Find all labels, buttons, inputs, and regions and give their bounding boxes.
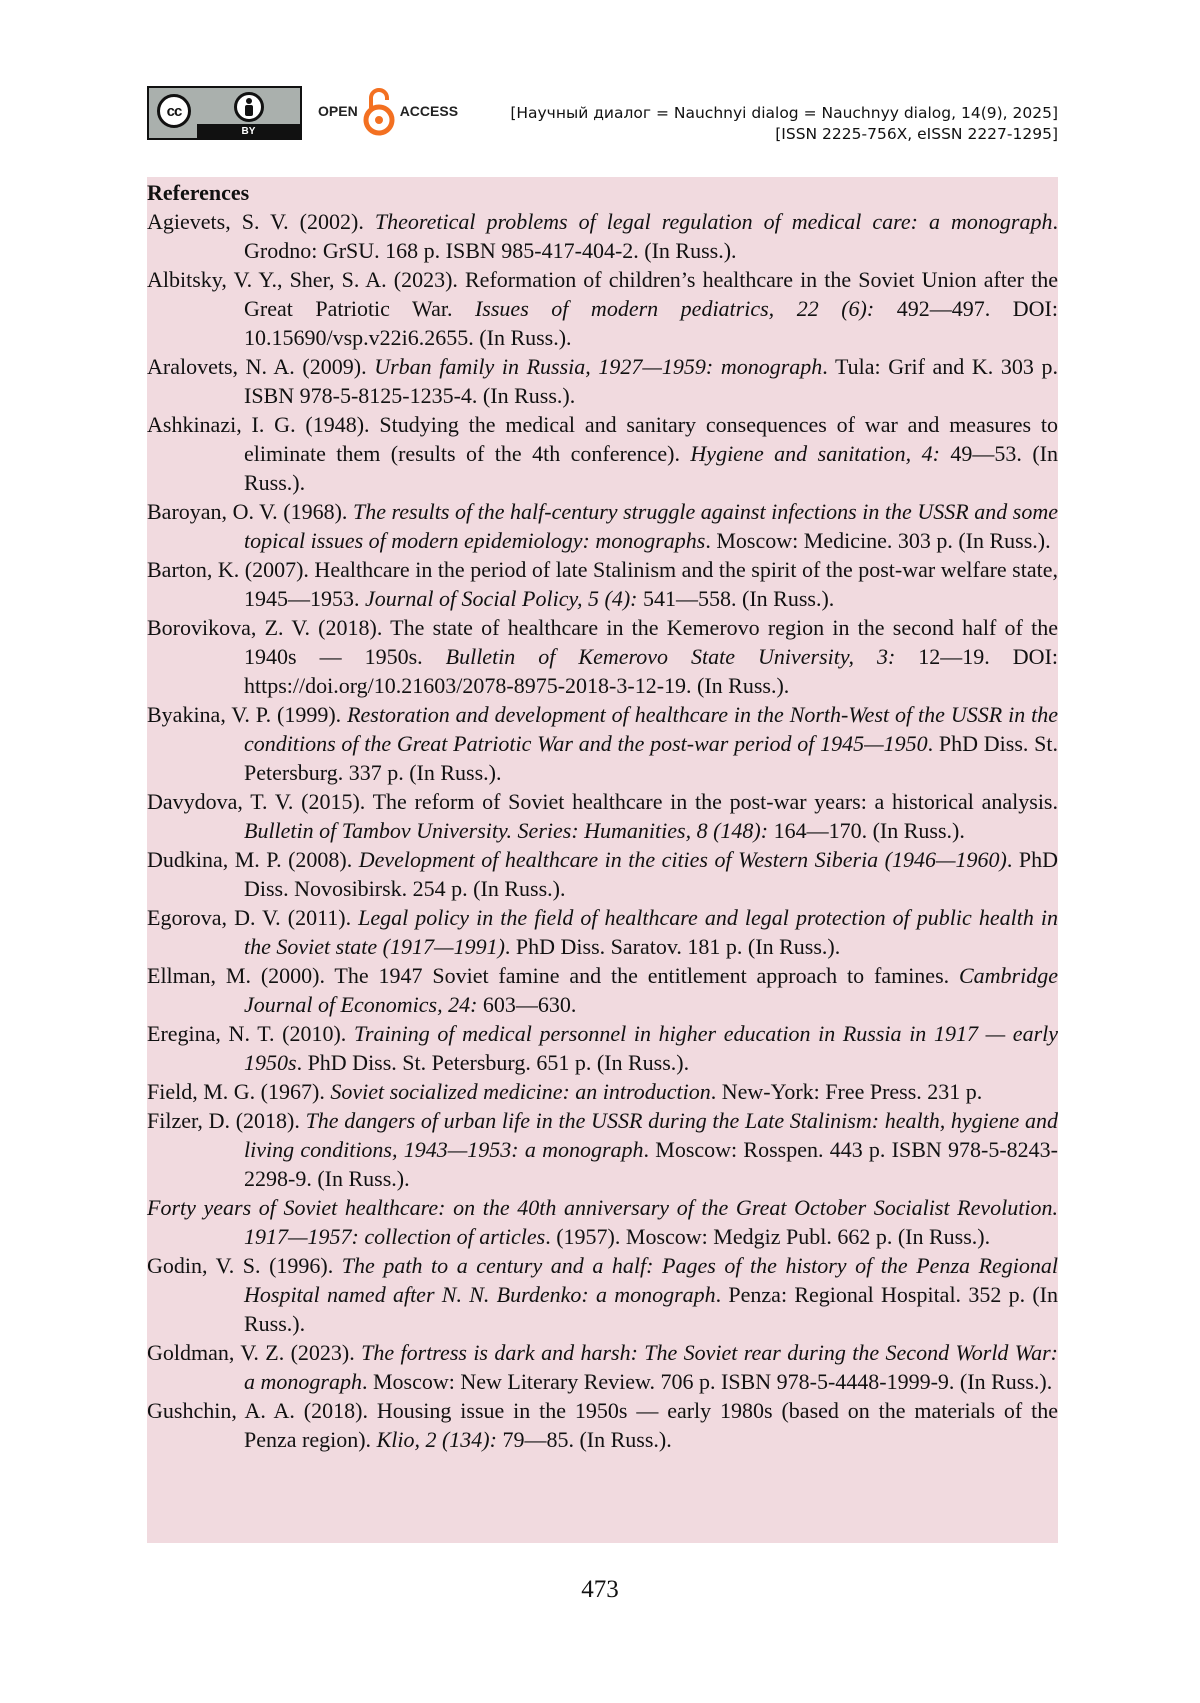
- creative-commons-icon: cc: [157, 94, 191, 128]
- reference-authors: Goldman, V. Z. (2023).: [147, 1340, 362, 1365]
- reference-entry: [147, 497, 1058, 555]
- reference-title: Restoration and development of healthcare in the North-West of the USSR in the conditions of the Great Patriotic War and the post-war period of 1945—1950: [244, 702, 1058, 756]
- reference-entry: [147, 352, 1058, 410]
- reference-entry: [147, 265, 1058, 352]
- reference-details: . Tula: Grif and K. 303 p. ISBN 978-5-8125-1235-4. (In Russ.).: [244, 354, 1059, 408]
- reference-authors: Field, M. G. (1967).: [147, 1079, 331, 1104]
- reference-title: The dangers of urban life in the USSR during the Late Stalinism: health, hygiene and living conditions, 1943—1953: a monograph: [244, 1108, 1059, 1162]
- reference-authors: Ashkinazi, I. G. (1948). Studying the medical and sanitary consequences of war and measures to eliminate them (results of the 4th conference).: [147, 412, 1058, 466]
- journal-header: [510, 103, 1058, 145]
- attribution-person-icon: [234, 92, 264, 122]
- reference-entry: [147, 1019, 1058, 1077]
- reference-title: The path to a century and a half: Pages of the history of the Penza Regional Hospital named after N. N. Burdenko: a monograph: [244, 1253, 1059, 1307]
- reference-details: . Grodno: GrSU. 168 p. ISBN 985-417-404-2. (In Russ.).: [244, 209, 1058, 263]
- issn-line: [ISSN 2225-756X, eISSN 2227-1295]: [775, 125, 1058, 143]
- references-heading: References: [147, 180, 250, 205]
- reference-entry: [147, 1193, 1058, 1251]
- reference-details: . Moscow: Rosspen. 443 p. ISBN 978-5-8243-2298-9. (In Russ.).: [244, 1137, 1058, 1191]
- reference-entry: [147, 787, 1058, 845]
- reference-details: . Moscow: Medicine. 303 p. (In Russ.).: [705, 528, 1051, 553]
- reference-title: Cambridge Journal of Economics, 24:: [244, 963, 1058, 1017]
- reference-entry: [147, 1396, 1058, 1454]
- reference-details: 79—85. (In Russ.).: [496, 1427, 672, 1452]
- reference-title: Training of medical personnel in higher education in Russia in 1917 — early 1950s: [244, 1021, 1059, 1075]
- reference-title: The results of the half-century struggle against infections in the USSR and some topical issues of modern epidemiology: monographs: [244, 499, 1058, 553]
- reference-authors: Albitsky, V. Y., Sher, S. A. (2023). Reformation of children’s healthcare in the Soviet Union after the Great Patriotic War.: [147, 267, 1058, 321]
- reference-details: 164—170. (In Russ.).: [768, 818, 965, 843]
- reference-entry: [147, 1251, 1058, 1338]
- reference-authors: Baroyan, O. V. (1968).: [147, 499, 353, 524]
- reference-authors: Dudkina, M. P. (2008).: [147, 847, 359, 872]
- reference-details: . PhD Diss. St. Petersburg. 651 p. (In Russ.).: [296, 1050, 690, 1075]
- reference-details: . PhD Diss. Novosibirsk. 254 p. (In Russ.).: [244, 847, 1058, 901]
- reference-details: . Penza: Regional Hospital. 352 p. (In Russ.).: [244, 1282, 1058, 1336]
- open-lock-icon: [363, 86, 395, 136]
- reference-entry: [147, 1338, 1058, 1396]
- reference-details: 603—630.: [477, 992, 577, 1017]
- reference-title: Urban family in Russia, 1927—1959: monograph: [374, 354, 823, 379]
- reference-authors: Egorova, D. V. (2011).: [147, 905, 359, 930]
- reference-authors: Borovikova, Z. V. (2018). The state of healthcare in the Kemerovo region in the second half of the 1940s — 1950s.: [147, 615, 1058, 669]
- reference-entry: [147, 845, 1058, 903]
- reference-authors: Aralovets, N. A. (2009).: [147, 354, 375, 379]
- reference-details: . (1957). Moscow: Medgiz Publ. 662 p. (In Russ.).: [545, 1224, 991, 1249]
- reference-title: Bulletin of Kemerovo State University, 3:: [445, 644, 896, 669]
- reference-list: [147, 207, 1058, 1454]
- reference-authors: Ellman, M. (2000). The 1947 Soviet famine and the entitlement approach to famines.: [147, 963, 959, 988]
- cc-by-license-badge: [147, 86, 302, 140]
- reference-authors: Davydova, T. V. (2015). The reform of Soviet healthcare in the post-war years: a historical analysis.: [147, 789, 1058, 814]
- reference-entry: [147, 207, 1058, 265]
- reference-title: Bulletin of Tambov University. Series: Humanities, 8 (148):: [244, 818, 769, 843]
- reference-title: Theoretical problems of legal regulation of medical care: a monograph: [374, 209, 1053, 234]
- license-by-label: BY: [197, 124, 300, 138]
- reference-authors: Agievets, S. V. (2002).: [147, 209, 375, 234]
- reference-title: Soviet socialized medicine: an introduction: [330, 1079, 711, 1104]
- reference-title: Development of healthcare in the cities of Western Siberia (1946—1960): [358, 847, 1007, 872]
- reference-entry: [147, 613, 1058, 700]
- reference-details: . PhD Diss. Saratov. 181 p. (In Russ.).: [504, 934, 841, 959]
- reference-title: Legal policy in the field of healthcare and legal protection of public health in the Soviet state (1917—1991): [244, 905, 1058, 959]
- reference-authors: Byakina, V. P. (1999).: [147, 702, 348, 727]
- reference-entry: [147, 903, 1058, 961]
- open-access-open-text: OPEN: [318, 103, 358, 119]
- journal-citation-line: [Научный диалог = Nauchnyi dialog = Nauchnyy dialog, 14(9), 2025]: [510, 104, 1058, 122]
- reference-authors: Filzer, D. (2018).: [147, 1108, 306, 1133]
- reference-title: Hygiene and sanitation, 4:: [690, 441, 940, 466]
- reference-details: . New-York: Free Press. 231 p.: [710, 1079, 983, 1104]
- reference-authors: Eregina, N. T. (2010).: [147, 1021, 354, 1046]
- reference-details: 492—497. DOI: 10.15690/vsp.v22i6.2655. (In Russ.).: [244, 296, 1058, 350]
- reference-title: Issues of modern pediatrics, 22 (6):: [474, 296, 875, 321]
- reference-details: 49—53. (In Russ.).: [244, 441, 1058, 495]
- open-access-access-text: ACCESS: [399, 103, 459, 119]
- reference-details: 12—19. DOI: https://doi.org/10.21603/2078-8975-2018-3-12-19. (In Russ.).: [244, 644, 1059, 698]
- reference-authors: Godin, V. S. (1996).: [147, 1253, 342, 1278]
- reference-authors: Gushchin, A. A. (2018). Housing issue in the 1950s — early 1980s (based on the materials of the Penza region).: [147, 1398, 1058, 1452]
- reference-details: . Moscow: New Literary Review. 706 p. ISBN 978-5-4448-1999-9. (In Russ.).: [361, 1369, 1053, 1394]
- page-number: 473: [581, 1576, 619, 1603]
- reference-entry: [147, 555, 1058, 613]
- references-section: [147, 177, 1058, 1543]
- reference-entry: [147, 961, 1058, 1019]
- reference-title: Journal of Social Policy, 5 (4):: [365, 586, 638, 611]
- reference-entry: [147, 410, 1058, 497]
- reference-details: . PhD Diss. St. Petersburg. 337 p. (In Russ.).: [244, 731, 1059, 785]
- reference-details: 541—558. (In Russ.).: [637, 586, 835, 611]
- reference-entry: [147, 700, 1058, 787]
- open-access-logo: [318, 86, 458, 136]
- reference-title: Forty years of Soviet healthcare: on the 40th anniversary of the Great October Socialist Revolution. 1917—1957: collection of articles: [147, 1195, 1058, 1249]
- reference-title: The fortress is dark and harsh: The Soviet rear during the Second World War: a monograph: [244, 1340, 1058, 1394]
- reference-entry: [147, 1077, 1058, 1106]
- reference-authors: Barton, K. (2007). Healthcare in the period of late Stalinism and the spirit of the post-war welfare state, 1945—1953.: [147, 557, 1058, 611]
- reference-title: Klio, 2 (134):: [376, 1427, 497, 1452]
- reference-entry: [147, 1106, 1058, 1193]
